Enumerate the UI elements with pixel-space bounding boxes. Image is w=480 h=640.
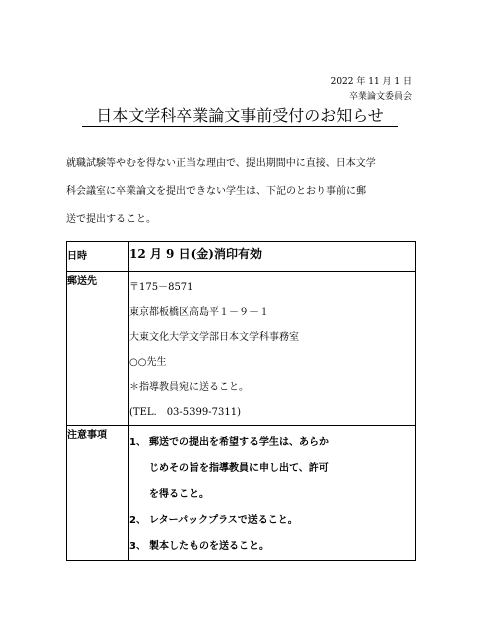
intro-paragraph [66, 150, 418, 234]
address-block [129, 272, 416, 426]
note-number: 2、 [129, 515, 146, 526]
office-name: 大東文化大学文学部日本文学科事務室 [129, 332, 299, 343]
date-row [67, 242, 416, 272]
note-text: レターパックプラスで送ること。 [149, 515, 298, 526]
address-note: ＊指導教員宛に送ること。 [129, 382, 249, 393]
postal-code: 〒175－8571 [129, 282, 194, 293]
note-item [129, 430, 415, 456]
date-label: 日時 [67, 242, 129, 272]
intro-line: 就職試験等やむを得ない正当な理由で、提出期間中に直接、日本文学 [66, 158, 376, 169]
issuing-committee: 卒業論文委員会 [348, 92, 412, 102]
address-row [67, 272, 416, 426]
notes-row [67, 426, 416, 561]
page-title: 日本文学科卒業論文事前受付のお知らせ [82, 107, 398, 127]
note-item [129, 534, 415, 560]
recipient-name: ○○先生 [129, 357, 167, 368]
notes-list [129, 426, 416, 561]
intro-line: 科会議室に卒業論文を提出できない学生は、下記のとおり事前に郵 [66, 186, 366, 197]
note-number: 3、 [129, 541, 146, 552]
intro-line: 送で提出すること。 [66, 214, 156, 225]
note-number: 1、 [129, 437, 146, 448]
phone-number: (TEL. 03-5399-7311) [129, 407, 241, 418]
note-continuation: を得ること。 [149, 489, 209, 500]
deadline-value: 12 月 9 日(金)消印有効 [129, 247, 262, 261]
note-text: 製本したものを送ること。 [149, 541, 269, 552]
issue-date: 2022 年 11 月 1 日 [330, 77, 412, 87]
note-item [129, 508, 415, 534]
submission-info-table [66, 241, 416, 561]
note-text: 郵送での提出を希望する学生は、あらか [149, 437, 329, 448]
street-address: 東京都板橋区高島平１－９－１ [129, 307, 269, 318]
note-continuation: じめその旨を指導教員に申し出て、許可 [149, 463, 329, 474]
notes-label: 注意事項 [67, 426, 129, 561]
address-label: 郵送先 [67, 272, 129, 426]
